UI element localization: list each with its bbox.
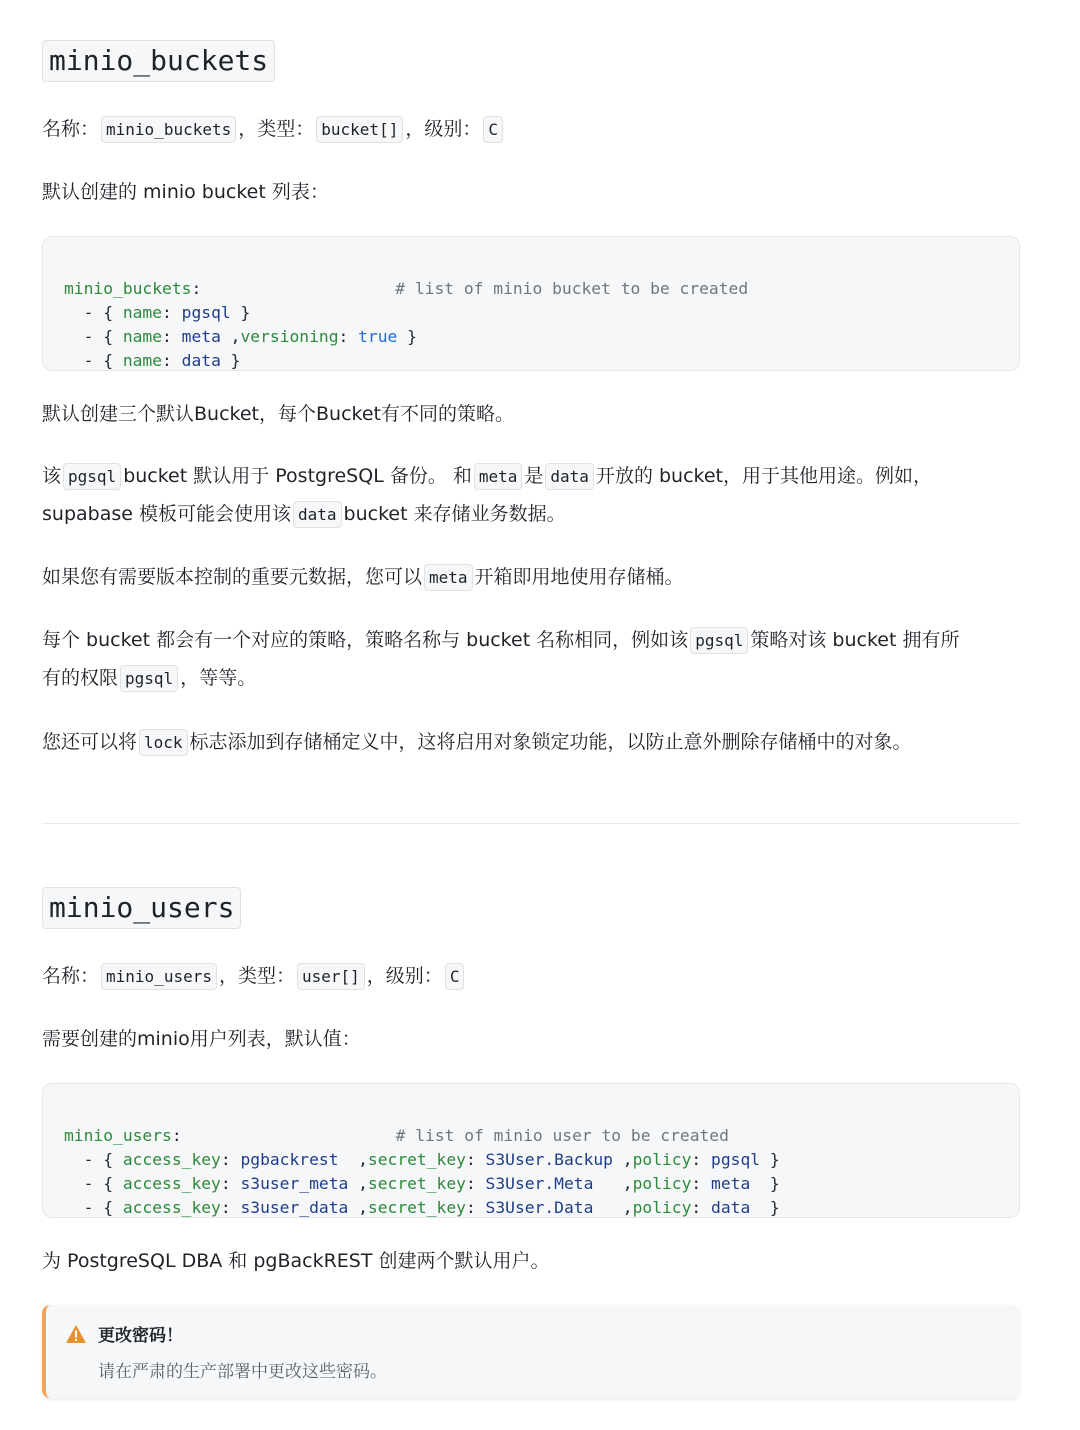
section-title-minio-users: minio_users bbox=[42, 887, 241, 929]
code-line: - { access_key: s3user_data ,secret_key: S3User.Data ,policy: data } bbox=[64, 1198, 780, 1217]
intro-text: 默认创建的 minio bucket 列表： bbox=[42, 181, 329, 203]
inline-code: meta bbox=[474, 463, 523, 490]
paragraph: 每个 bucket 都会有一个对应的策略，策略名称与 bucket 名称相同，例如该 pgsql 策略对该 bucket 拥有所 bbox=[42, 621, 1020, 660]
name-value: minio_users bbox=[101, 963, 217, 990]
code-block-users bbox=[42, 1083, 1020, 1218]
paragraph-cont: supabase 模板可能会使用该 data bucket 来存储业务数据。 bbox=[42, 495, 1020, 534]
intro-text: 需要创建的minio用户列表，默认值： bbox=[42, 1028, 361, 1050]
code-line: - { access_key: s3user_meta ,secret_key: S3User.Meta ,policy: meta } bbox=[64, 1174, 780, 1193]
callout-body: 请在严肃的生产部署中更改这些密码。 bbox=[98, 1362, 387, 1382]
code-line: minio_users: # list of minio user to be created bbox=[64, 1126, 729, 1145]
code-line: - { access_key: pgbackrest ,secret_key: S3User.Backup ,policy: pgsql } bbox=[64, 1150, 780, 1169]
paragraph-cont: 有的权限 pgsql ，等等。 bbox=[42, 659, 1020, 698]
type-label: ，类型： bbox=[238, 118, 315, 140]
code-line: - { name: data } bbox=[64, 351, 241, 370]
code-line: - { name: pgsql } bbox=[64, 303, 251, 322]
paragraph: 为 PostgreSQL DBA 和 pgBackREST 创建两个默认用户。 bbox=[42, 1250, 550, 1272]
name-label: 名称： bbox=[42, 965, 100, 987]
code-line: minio_buckets: # list of minio bucket to be created bbox=[64, 279, 749, 298]
code-block-buckets bbox=[42, 236, 1020, 371]
param-meta bbox=[42, 957, 1020, 996]
section-title-minio-buckets: minio_buckets bbox=[42, 40, 275, 82]
inline-code: pgsql bbox=[690, 627, 748, 654]
inline-code: data bbox=[293, 501, 342, 528]
warning-icon bbox=[66, 1325, 86, 1343]
type-value: user[] bbox=[297, 963, 365, 990]
paragraph: 您还可以将 lock 标志添加到存储桶定义中，这将启用对象锁定功能，以防止意外删除存储桶中的对象。 bbox=[42, 723, 1020, 762]
level-label: ，级别： bbox=[405, 118, 482, 140]
level-value: C bbox=[483, 116, 503, 143]
level-value: C bbox=[445, 963, 465, 990]
type-value: bucket[] bbox=[316, 116, 403, 143]
inline-code: pgsql bbox=[120, 665, 178, 692]
inline-code: pgsql bbox=[63, 463, 121, 490]
type-label: ，类型： bbox=[218, 965, 295, 987]
paragraph: 该 pgsql bucket 默认用于 PostgreSQL 备份。 和 meta 是 data 开放的 bucket，用于其他用途。例如， bbox=[42, 457, 1020, 496]
callout-title: 更改密码！ bbox=[98, 1326, 183, 1346]
paragraph: 默认创建三个默认Bucket，每个Bucket有不同的策略。 bbox=[42, 403, 514, 425]
code-line: - { name: meta ,versioning: true } bbox=[64, 327, 417, 346]
level-label: ，级别： bbox=[366, 965, 443, 987]
warning-callout bbox=[42, 1305, 1020, 1398]
paragraph: 如果您有需要版本控制的重要元数据，您可以 meta 开箱即用地使用存储桶。 bbox=[42, 558, 1020, 597]
name-value: minio_buckets bbox=[101, 116, 236, 143]
name-label: 名称： bbox=[42, 118, 100, 140]
inline-code: meta bbox=[424, 564, 473, 591]
param-meta bbox=[42, 110, 1020, 149]
inline-code: data bbox=[545, 463, 594, 490]
inline-code: lock bbox=[139, 729, 188, 756]
section-divider bbox=[42, 823, 1020, 824]
